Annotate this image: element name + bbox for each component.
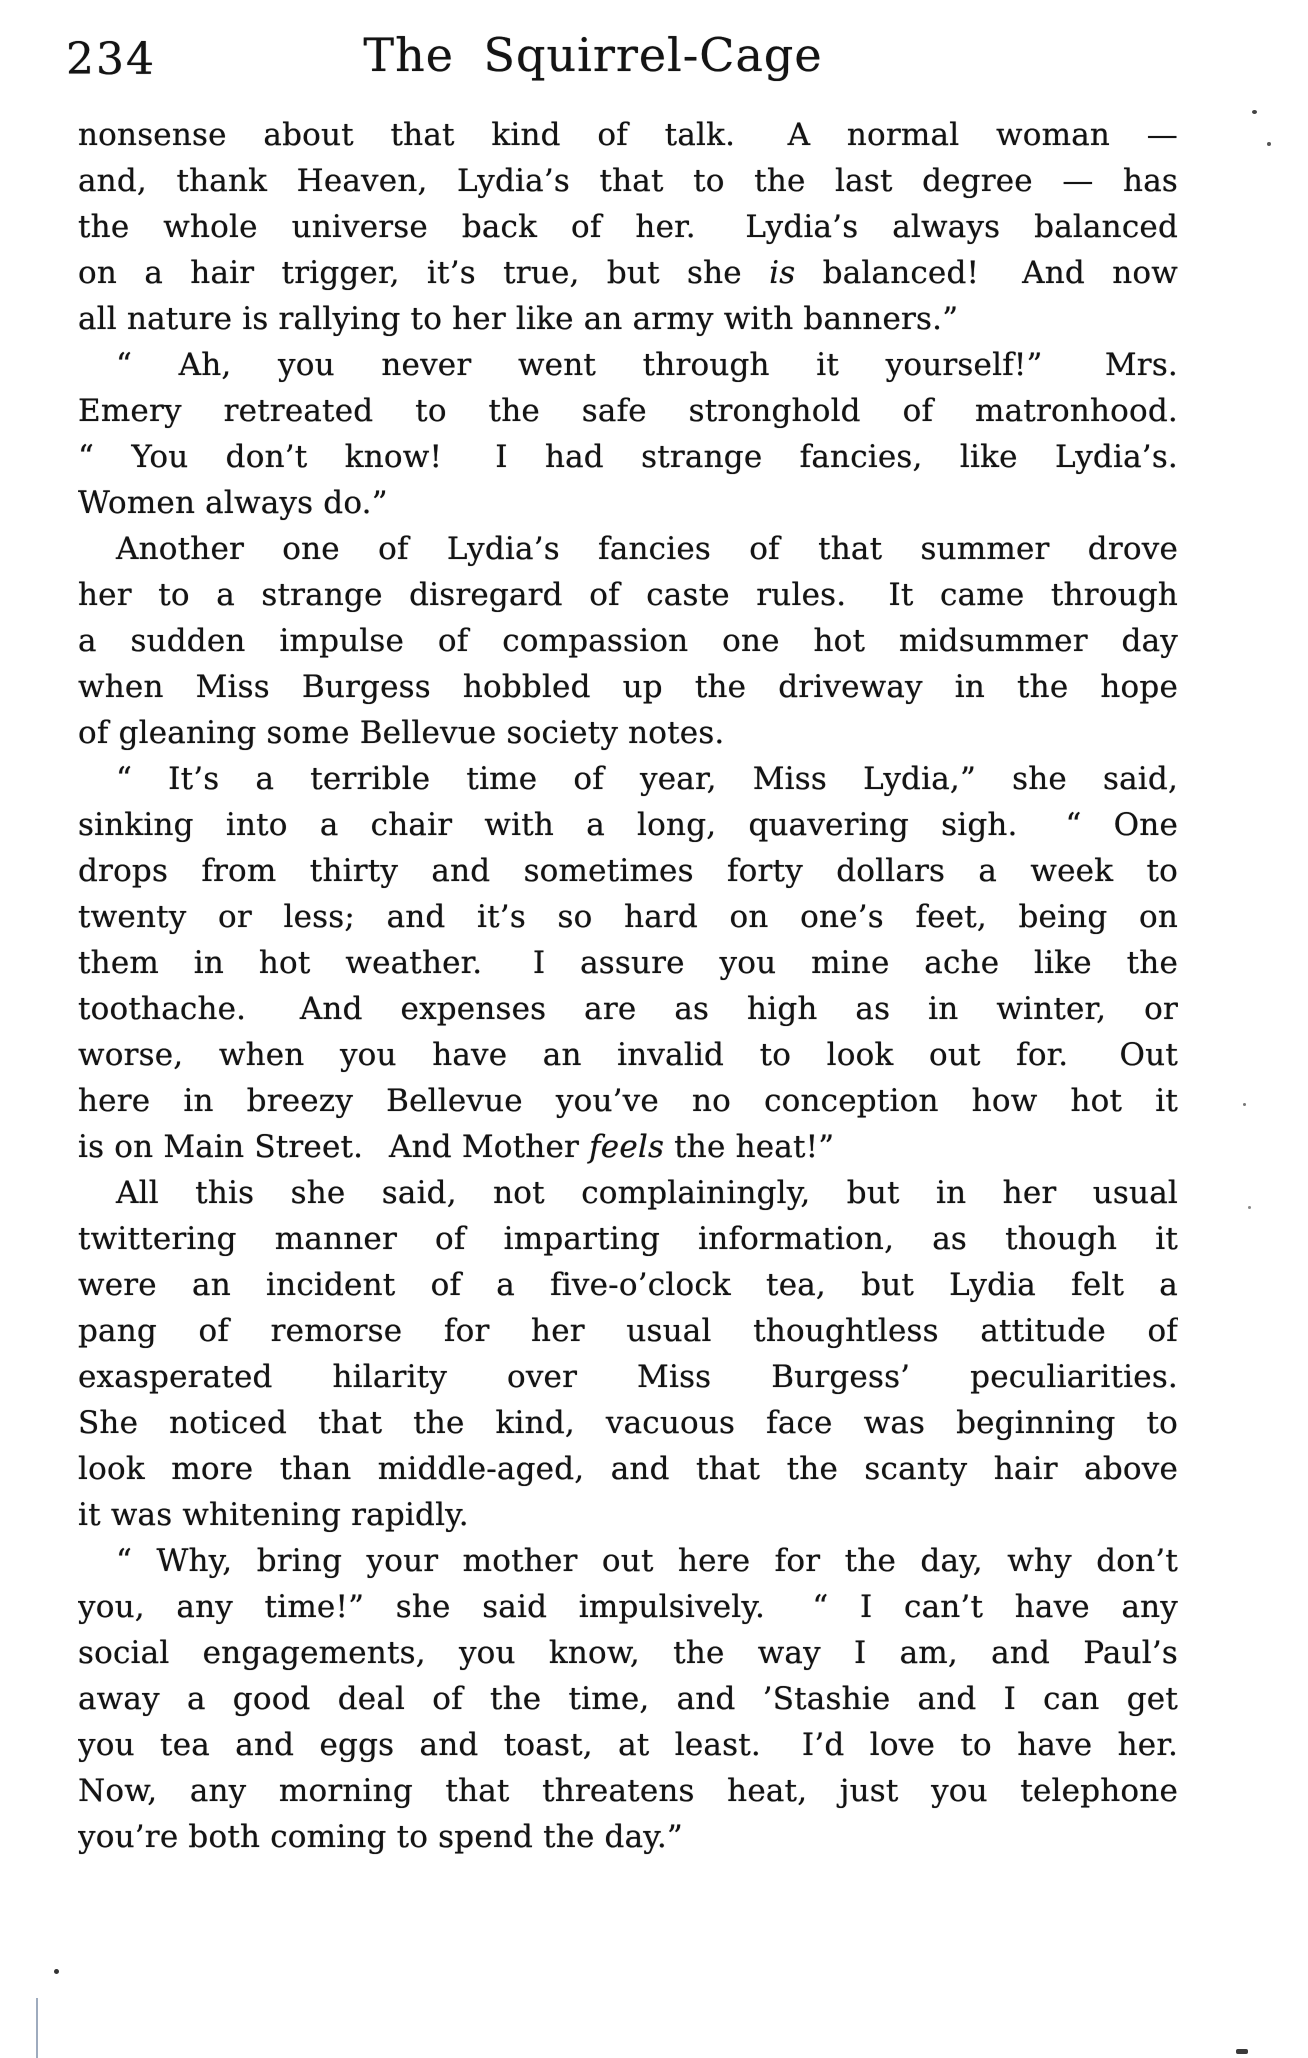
- text-line: the whole universe back of her. Lydia’s always balanced: [78, 209, 1178, 245]
- text-segment: balanced! And now: [795, 255, 1178, 291]
- text-line: drops from thirty and sometimes forty dollars a week to: [78, 853, 1178, 889]
- text-line: “ You don’t know! I had strange fancies, like Lydia’s.: [78, 439, 1178, 475]
- text-line: exasperated hilarity over Miss Burgess’ peculiarities.: [78, 1359, 1178, 1395]
- text-line: Another one of Lydia’s fancies of that summer drove: [116, 531, 1178, 567]
- scan-speck: [1267, 142, 1271, 146]
- text-line: twittering manner of imparting information, as though it: [78, 1221, 1178, 1257]
- text-line: you tea and eggs and toast, at least. I’d love to have her.: [78, 1727, 1178, 1763]
- text-segment: is on Main Street. And Mother: [78, 1129, 590, 1165]
- text-line: you’re both coming to spend the day.”: [78, 1819, 683, 1855]
- text-line: here in breezy Bellevue you’ve no conception how hot it: [78, 1083, 1178, 1119]
- text-line: pang of remorse for her usual thoughtless attitude of: [78, 1313, 1178, 1349]
- italic-word: is: [769, 255, 796, 291]
- page-number: 234: [66, 34, 156, 85]
- scan-speck: [1252, 110, 1257, 114]
- text-line: and, thank Heaven, Lydia’s that to the last degree — has: [78, 163, 1178, 199]
- text-line: it was whitening rapidly.: [78, 1497, 469, 1533]
- text-line: social engagements, you know, the way I am, and Paul’s: [78, 1635, 1178, 1671]
- text-line: all nature is rallying to her like an army with banners.”: [78, 301, 959, 337]
- scan-speck: [1243, 1103, 1246, 1106]
- text-line: “ Why, bring your mother out here for the day, why don’t: [116, 1543, 1178, 1579]
- text-line: her to a strange disregard of caste rules. It came through: [78, 577, 1178, 613]
- text-segment: on a hair trigger, it’s true, but she: [78, 255, 770, 291]
- text-line: sinking into a chair with a long, quavering sigh. “ One: [78, 807, 1178, 843]
- text-line: Emery retreated to the safe stronghold of matronhood.: [78, 393, 1178, 429]
- text-line: you, any time!” she said impulsively. “ I can’t have any: [78, 1589, 1178, 1625]
- text-line: Now, any morning that threatens heat, just you telephone: [78, 1773, 1178, 1809]
- scan-speck: [54, 1969, 59, 1974]
- scan-line-artifact: [36, 1998, 38, 2058]
- text-line: of gleaning some Bellevue society notes.: [78, 715, 725, 751]
- text-line: a sudden impulse of compassion one hot midsummer day: [78, 623, 1178, 659]
- text-line: twenty or less; and it’s so hard on one’s feet, being on: [78, 899, 1178, 935]
- running-header: [66, 24, 1178, 94]
- text-line: [78, 1124, 1178, 1170]
- text-line: nonsense about that kind of talk. A normal woman —: [78, 117, 1178, 153]
- text-line: “ Ah, you never went through it yourself!” Mrs.: [116, 347, 1178, 383]
- text-line: look more than middle-aged, and that the scanty hair above: [78, 1451, 1178, 1487]
- text-line: Women always do.”: [78, 485, 388, 521]
- text-line: She noticed that the kind, vacuous face was beginning to: [78, 1405, 1178, 1441]
- text-line: them in hot weather. I assure you mine ache like the: [78, 945, 1178, 981]
- text-line: toothache. And expenses are as high as in winter, or: [78, 991, 1178, 1027]
- text-line: “ It’s a terrible time of year, Miss Lydia,” she said,: [116, 761, 1178, 797]
- text-line: [78, 250, 1178, 296]
- text-line: All this she said, not complainingly, but in her usual: [116, 1175, 1178, 1211]
- text-line: away a good deal of the time, and ’Stashie and I can get: [78, 1681, 1178, 1717]
- running-title: The Squirrel-Cage: [363, 28, 823, 82]
- page-body: [78, 112, 1178, 1860]
- text-line: when Miss Burgess hobbled up the driveway in the hope: [78, 669, 1178, 705]
- text-line: worse, when you have an invalid to look out for. Out: [78, 1037, 1178, 1073]
- italic-word: feels: [589, 1129, 665, 1165]
- scan-dash-artifact: [1236, 2049, 1248, 2054]
- text-segment: the heat!”: [664, 1129, 835, 1165]
- scan-speck: [1248, 1206, 1251, 1209]
- text-line: were an incident of a five-o’clock tea, but Lydia felt a: [78, 1267, 1178, 1303]
